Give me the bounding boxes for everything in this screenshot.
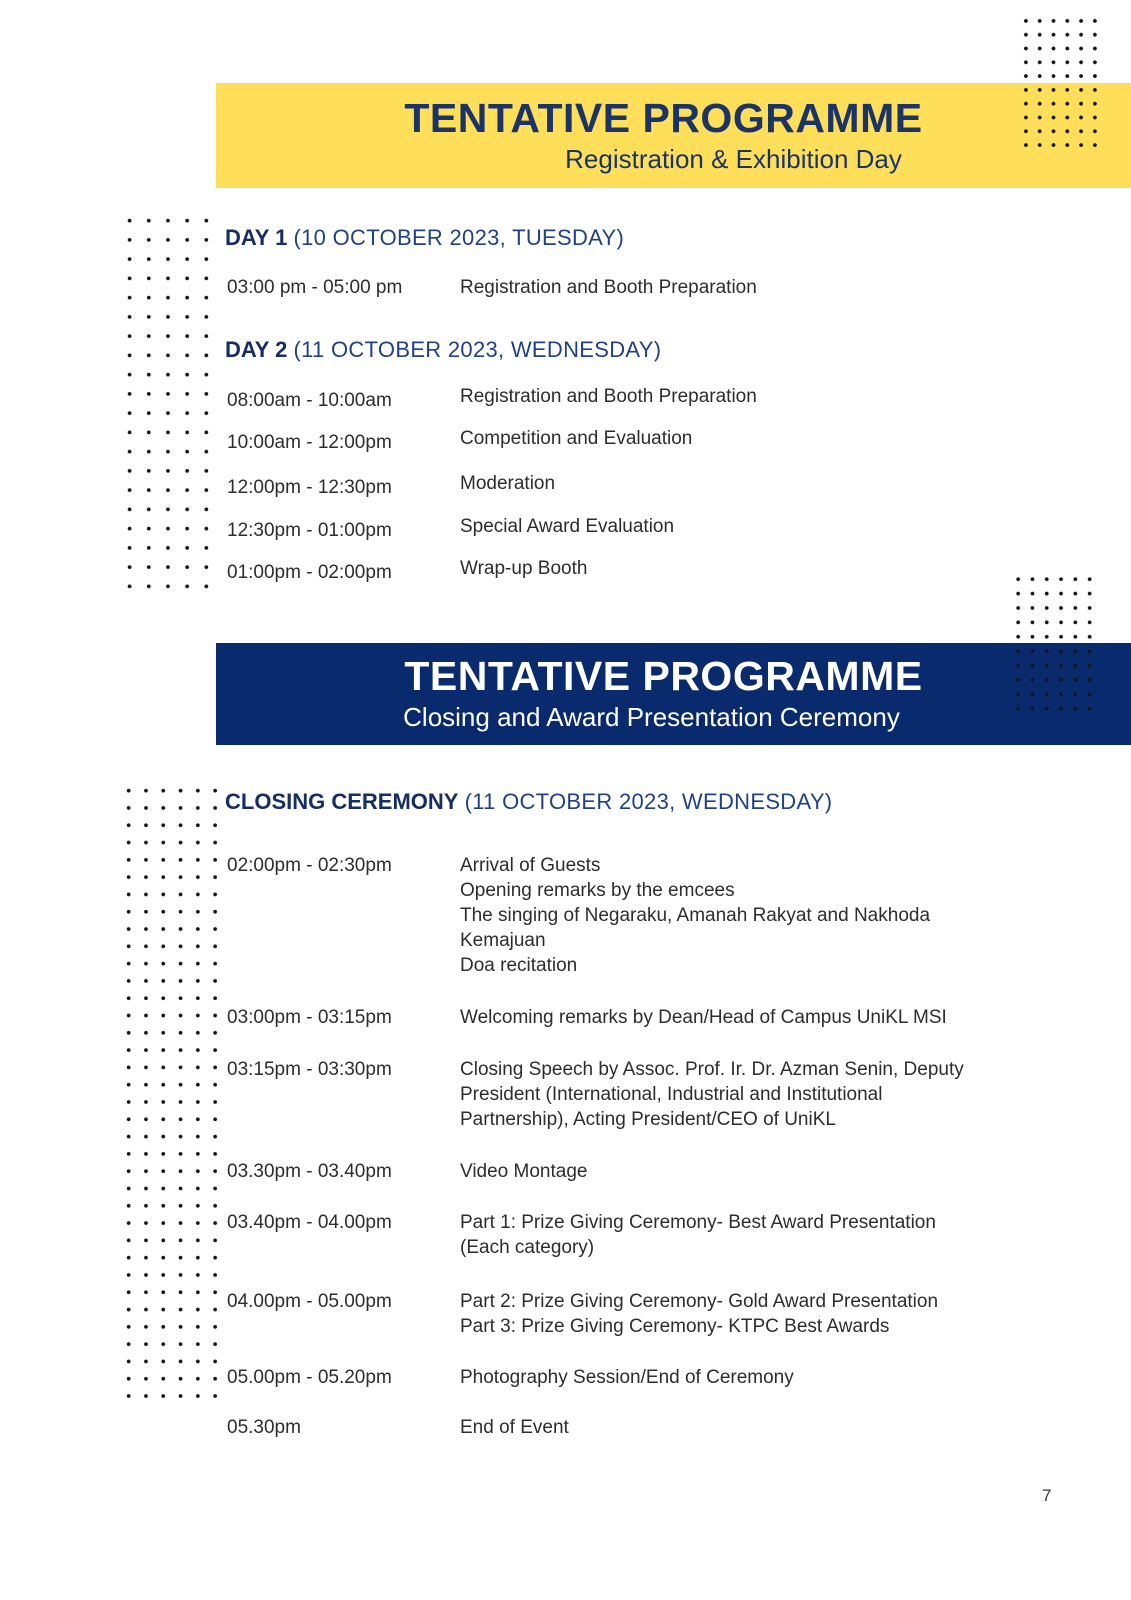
dot-grid-lower-left: [120, 782, 224, 1410]
day2-label: DAY 2: [225, 337, 288, 362]
activity-line: Doa recitation: [460, 955, 578, 976]
schedule-time: 10:00am - 12:00pm: [227, 432, 392, 453]
schedule-time: 03:00pm - 03:15pm: [227, 1007, 392, 1028]
activity-line: Part 3: Prize Giving Ceremony- KTPC Best Awards: [460, 1316, 890, 1337]
schedule-activity: Wrap-up Booth: [460, 558, 588, 579]
schedule-activity: [460, 1159, 980, 1184]
registration-banner: [216, 83, 1131, 188]
activity-line: Photography Session/End of Ceremony: [460, 1367, 794, 1388]
schedule-time: 05.00pm - 05.20pm: [227, 1367, 392, 1388]
schedule-activity: [460, 1289, 980, 1339]
schedule-time: 03:15pm - 03:30pm: [227, 1059, 392, 1080]
day1-date: (10 OCTOBER 2023, TUESDAY): [293, 225, 625, 250]
activity-line: Welcoming remarks by Dean/Head of Campus UniKL MSI: [460, 1007, 947, 1028]
day1-label: DAY 1: [225, 225, 288, 250]
activity-line: The singing of Negaraku, Amanah Rakyat and Nakhoda Kemajuan: [460, 905, 931, 951]
schedule-time: 12:00pm - 12:30pm: [227, 477, 392, 498]
day1-heading: [225, 225, 624, 251]
schedule-activity: Registration and Booth Preparation: [460, 386, 757, 407]
schedule-activity: [460, 1057, 980, 1132]
activity-line: Closing Speech by Assoc. Prof. Ir. Dr. Azman Senin, Deputy President (International, Industrial and Institutional Partnership), Acting President/CEO of UniKL: [460, 1059, 964, 1130]
closing-banner: [216, 643, 1131, 745]
schedule-activity: [460, 1005, 980, 1030]
closing-ceremony-heading: [225, 789, 832, 815]
schedule-activity: [460, 1415, 980, 1440]
schedule-time: 02:00pm - 02:30pm: [227, 855, 392, 876]
page-number: 7: [1042, 1486, 1052, 1505]
registration-banner-subtitle: Registration & Exhibition Day: [565, 143, 902, 174]
closing-banner-title: TENTATIVE PROGRAMME: [404, 653, 923, 700]
schedule-activity: Competition and Evaluation: [460, 428, 693, 449]
activity-line: Opening remarks by the emcees: [460, 880, 735, 901]
dot-grid-upper-left: [120, 211, 216, 596]
schedule-time: 03.30pm - 03.40pm: [227, 1161, 392, 1182]
activity-line: Arrival of Guests: [460, 855, 601, 876]
closing-ceremony-date: (11 OCTOBER 2023, WEDNESDAY): [464, 789, 833, 814]
schedule-time: 12:30pm - 01:00pm: [227, 520, 392, 541]
registration-banner-title: TENTATIVE PROGRAMME: [404, 94, 923, 141]
activity-line: End of Event: [460, 1417, 569, 1438]
activity-line: Video Montage: [460, 1161, 588, 1182]
schedule-activity: Registration and Booth Preparation: [460, 277, 757, 298]
schedule-time: 04.00pm - 05.00pm: [227, 1291, 392, 1312]
schedule-time: 08:00am - 10:00am: [227, 390, 392, 411]
schedule-activity: [460, 1210, 980, 1260]
schedule-activity: Moderation: [460, 473, 556, 494]
activity-line: Part 2: Prize Giving Ceremony- Gold Award Presentation: [460, 1291, 939, 1312]
day2-heading: [225, 337, 661, 363]
schedule-time: 05.30pm: [227, 1417, 301, 1438]
closing-banner-subtitle: Closing and Award Presentation Ceremony: [403, 702, 900, 733]
closing-ceremony-label: CLOSING CEREMONY: [225, 789, 459, 814]
schedule-activity: [460, 853, 980, 978]
schedule-time: 01:00pm - 02:00pm: [227, 562, 392, 583]
activity-line: Part 1: Prize Giving Ceremony- Best Award Presentation (Each category): [460, 1212, 936, 1258]
schedule-activity: Special Award Evaluation: [460, 516, 675, 537]
schedule-activity: [460, 1365, 980, 1390]
schedule-time: 03.40pm - 04.00pm: [227, 1212, 392, 1233]
day2-date: (11 OCTOBER 2023, WEDNESDAY): [293, 337, 662, 362]
schedule-time: 03:00 pm - 05:00 pm: [227, 277, 403, 298]
